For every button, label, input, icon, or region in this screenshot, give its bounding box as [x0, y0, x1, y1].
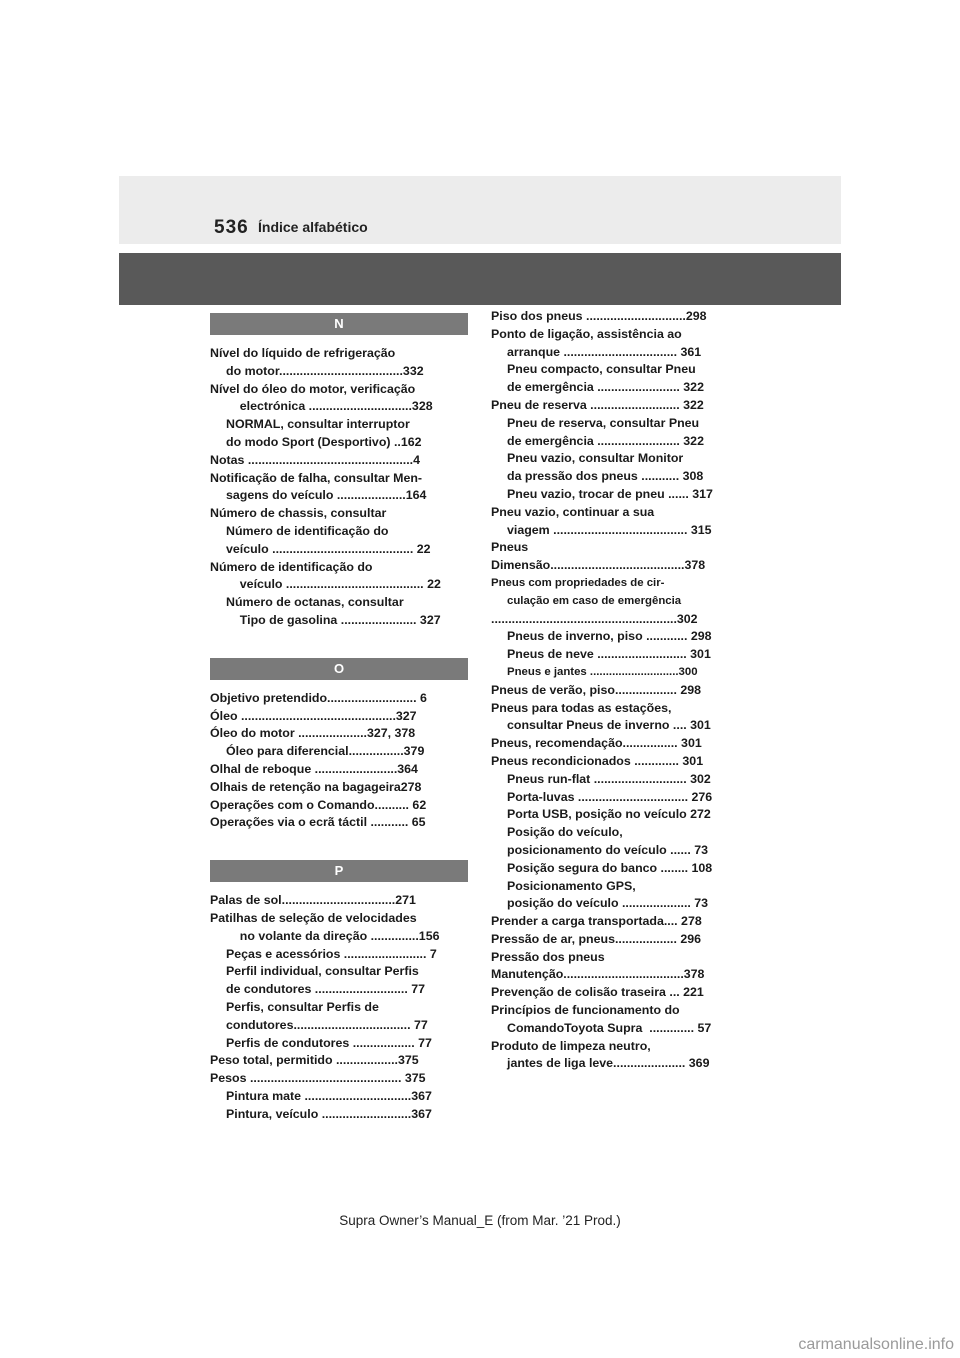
index-entry-text: Pneus de neve .......................... 301	[507, 647, 711, 662]
index-entry	[491, 664, 743, 682]
index-entry-text: Óleo do motor ....................327, 378	[210, 726, 416, 741]
index-entry	[210, 743, 468, 761]
index-entry	[491, 646, 743, 664]
index-entry-text: Prender a carga transportada.... 278	[491, 914, 702, 929]
index-entry-text: Pesos ............................................ 375	[210, 1071, 426, 1086]
index-entry	[491, 415, 743, 451]
index-entry	[491, 878, 743, 914]
index-entry	[491, 931, 743, 949]
index-entry	[210, 910, 468, 946]
index-entry-text: Número de octanas, consultar Tipo de gasolina ...................... 327	[226, 595, 441, 627]
index-entry-text: Prevenção de colisão traseira ... 221	[491, 985, 704, 1000]
index-entry-text: Pneus de inverno, piso ............ 298	[507, 629, 712, 644]
index-entry-text: Pneus run-flat ........................... 302	[507, 771, 711, 786]
index-left-column	[210, 313, 468, 1123]
index-entry	[491, 539, 743, 557]
index-entry-text: Pneus	[491, 540, 529, 555]
index-entry-text: ......................................................302	[491, 611, 698, 626]
index-entry-text: Manutenção...................................378	[491, 967, 705, 982]
index-entry-text: Produto de limpeza neutro, jantes de liga leve..................... 369	[491, 1038, 710, 1071]
index-entry-text: Pressão de ar, pneus.................. 296	[491, 931, 702, 946]
letter-heading-p: P	[210, 860, 468, 882]
index-entry	[491, 913, 743, 931]
index-entry	[210, 1035, 468, 1053]
index-entry-text: Pneu vazio, consultar Monitor da pressão dos pneus ........... 308	[507, 451, 704, 484]
index-entry	[491, 326, 743, 362]
index-entry-text: Pneus recondicionados ............. 301	[491, 753, 704, 768]
index-entry	[491, 682, 743, 700]
index-entry	[491, 628, 743, 646]
section-gap	[210, 630, 468, 658]
index-entry	[210, 814, 468, 832]
index-entry-text: Pneu vazio, trocar de pneu ...... 317	[507, 486, 713, 501]
index-entry-text: Pneu de reserva .......................... 322	[491, 397, 704, 412]
index-entry-text: Piso dos pneus .............................298	[491, 309, 707, 323]
index-entry	[210, 761, 468, 779]
index-entry	[210, 559, 468, 595]
index-entry-text: Posição segura do banco ........ 108	[507, 860, 713, 875]
index-entry-text: Óleo .............................................327	[210, 708, 417, 723]
index-entry-text: Notificação de falha, consultar Men- sagens do veículo ....................164	[210, 470, 427, 503]
index-entry-text: Posicionamento GPS, posição do veículo .................... 73	[507, 878, 709, 911]
index-entry-text: Peso total, permitido ..................375	[210, 1053, 419, 1068]
footer-manual-title: Supra Owner’s Manual_E (from Mar. ’21 Prod.)	[339, 1213, 621, 1228]
index-entry	[210, 725, 468, 743]
index-entry-text: Nível do líquido de refrigeração do motor....................................332	[210, 346, 424, 378]
index-entry	[491, 806, 743, 824]
index-entry	[210, 416, 468, 452]
index-entry	[491, 700, 743, 736]
index-entry-text: Objetivo pretendido.......................... 6	[210, 690, 427, 705]
index-entry-text: Porta USB, posição no veículo 272	[507, 807, 711, 822]
index-entry-text: Pneus de verão, piso.................. 298	[491, 682, 702, 697]
index-entry	[491, 949, 743, 967]
index-entry	[491, 450, 743, 486]
index-entry-text: Palas de sol.................................271	[210, 893, 416, 908]
letter-heading-o: O	[210, 658, 468, 680]
index-entry	[210, 505, 468, 558]
index-entry	[210, 1088, 468, 1106]
index-entry-text: Perfil individual, consultar Perfis de condutores ........................... 77	[226, 964, 425, 997]
index-entry	[210, 452, 468, 470]
index-entry	[491, 735, 743, 753]
index-entry	[210, 999, 468, 1035]
index-entry	[210, 594, 468, 630]
index-entry-text: NORMAL, consultar interruptor do modo Sport (Desportivo) ..162	[226, 417, 422, 449]
header-dark-band	[119, 253, 841, 305]
index-entry	[210, 1052, 468, 1070]
index-entry	[491, 984, 743, 1002]
index-entry-text: Patilhas de seleção de velocidades no volante da direção ..............156	[210, 910, 440, 943]
index-entry-text: Perfis de condutores .................. 77	[226, 1035, 432, 1050]
index-entry	[210, 1106, 468, 1124]
index-entry	[491, 753, 743, 771]
index-entry-text: Pneu vazio, continuar a sua viagem ....................................... 315	[491, 504, 712, 537]
index-entry	[491, 771, 743, 789]
index-entry-text: Perfis, consultar Perfis de condutores.................................. 77	[226, 999, 428, 1032]
index-entry	[491, 1002, 743, 1038]
index-entry	[491, 361, 743, 397]
index-entry	[491, 397, 743, 415]
index-entry-text: Pneus e jantes ............................300	[507, 665, 698, 678]
section-gap	[210, 832, 468, 860]
index-entry-text: Pneu de reserva, consultar Pneu de emergência ........................ 322	[507, 415, 704, 448]
index-entry-text: Peças e acessórios ........................ 7	[226, 946, 437, 961]
index-entry-text: Pneus com propriedades de cir- culação em caso de emergência	[491, 576, 682, 607]
index-entry	[491, 611, 743, 629]
index-entry	[210, 963, 468, 999]
index-entry	[210, 345, 468, 381]
index-entry-text: Ponto de ligação, assistência ao arranque ................................. 361	[491, 326, 702, 359]
index-entry-text: Olhal de reboque ........................364	[210, 761, 418, 776]
index-entry	[210, 690, 468, 708]
index-entry	[210, 797, 468, 815]
index-entry	[210, 779, 468, 797]
index-entry-text: Número de chassis, consultar Número de identificação do veículo ......................................... 22	[210, 506, 431, 556]
index-entry-text: Número de identificação do veículo ........................................ 22	[210, 559, 441, 592]
index-entry	[491, 504, 743, 540]
index-entry	[210, 470, 468, 506]
index-entry	[210, 708, 468, 726]
index-entry-text: Pneu compacto, consultar Pneu de emergência ........................ 322	[507, 362, 704, 395]
index-entry-text: Olhais de retenção na bagageira278	[210, 779, 422, 794]
index-entry	[491, 966, 743, 984]
index-entry-text: Pintura mate ...............................367	[226, 1088, 432, 1103]
index-entry-text: Notas ................................................4	[210, 452, 420, 467]
index-entry	[210, 946, 468, 964]
index-entry-text: Princípios de funcionamento do ComandoToyota Supra ............. 57	[491, 1003, 712, 1035]
index-entry-text: Pressão dos pneus	[491, 949, 605, 964]
section-title: Índice alfabético	[258, 219, 368, 235]
index-entry	[491, 575, 743, 611]
index-entry	[491, 1038, 743, 1074]
index-entry-text: Porta-luvas ................................ 276	[507, 789, 713, 804]
index-entry	[491, 557, 743, 575]
index-entry-text: Dimensão.......................................378	[491, 558, 706, 573]
index-entry-text: Operações com o Comando.......... 62	[210, 797, 427, 812]
index-entry	[491, 789, 743, 807]
index-right-column	[491, 308, 743, 1073]
page-number: 536	[214, 217, 249, 238]
index-entry	[210, 892, 468, 910]
index-entry	[491, 486, 743, 504]
index-entry	[210, 381, 468, 417]
index-entry	[491, 860, 743, 878]
index-entry-text: Óleo para diferencial................379	[226, 744, 425, 759]
index-entry-text: Pneus, recomendação................ 301	[491, 736, 702, 751]
index-entry-text: Nível do óleo do motor, verificação electrónica ..............................328	[210, 381, 433, 414]
watermark: carmanualsonline.info	[798, 1336, 954, 1353]
index-entry-text: Operações via o ecrã táctil ........... 65	[210, 815, 426, 830]
index-entry-text: Pneus para todas as estações, consultar Pneus de inverno .... 301	[491, 700, 711, 733]
index-entry-text: Posição do veículo, posicionamento do veículo ...... 73	[507, 825, 709, 857]
index-entry	[491, 824, 743, 860]
index-entry-text: Pintura, veículo ..........................367	[226, 1106, 432, 1121]
letter-heading-n: N	[210, 313, 468, 335]
index-entry	[210, 1070, 468, 1088]
index-entry	[491, 308, 743, 326]
